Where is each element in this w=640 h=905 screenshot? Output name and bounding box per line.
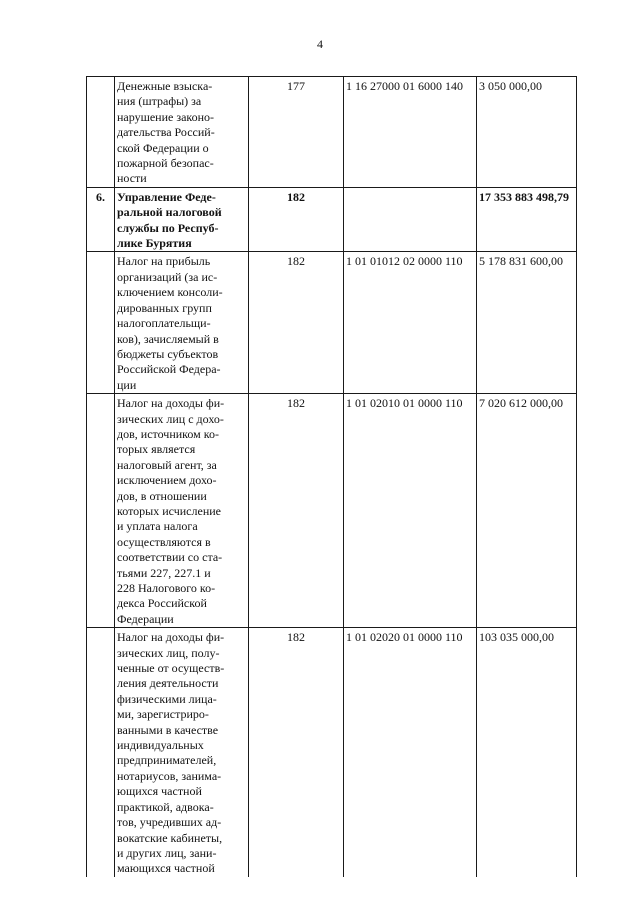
table-row (87, 628, 577, 877)
table-row (87, 252, 577, 394)
table-row (87, 187, 577, 252)
row-number (87, 252, 115, 394)
admin-code: 182 (249, 252, 344, 394)
revenue-name: Налог на прибыль организаций (за ис- ключением консоли- дированных групп налогоплательщи- ков), зачисляемый в бюджеты субъектов Российской Федера- ции (115, 252, 249, 394)
amount: 103 035 000,00 (477, 628, 577, 877)
revenue-name: Денежные взыска- ния (штрафы) за нарушение законо- дательства Россий- ской Федерации о пожарной безопас- ности (115, 77, 249, 188)
amount: 5 178 831 600,00 (477, 252, 577, 394)
revenue-table (86, 76, 577, 877)
row-number (87, 628, 115, 877)
row-number (87, 394, 115, 628)
amount: 3 050 000,00 (477, 77, 577, 188)
admin-code: 182 (249, 394, 344, 628)
admin-code: 182 (249, 187, 344, 252)
amount: 7 020 612 000,00 (477, 394, 577, 628)
budget-classification-code: 1 01 02020 01 0000 110 (344, 628, 477, 877)
budget-classification-code: 1 16 27000 01 6000 140 (344, 77, 477, 188)
admin-code: 182 (249, 628, 344, 877)
page-number: 4 (317, 37, 323, 51)
row-number (87, 77, 115, 188)
revenue-name: Налог на доходы фи- зических лиц с дохо- дов, источником ко- торых является налоговый агент, за исключением дохо- дов, в отношении которых исчисление и уплата налога осуществляются в соответствии со ста- тьями 227, 227.1 и 228 Налогового ко- декса Российской Федерации (115, 394, 249, 628)
revenue-name: Управление Феде- ральной налоговой службы по Респуб- лике Бурятия (115, 187, 249, 252)
amount: 17 353 883 498,79 (477, 187, 577, 252)
budget-classification-code (344, 187, 477, 252)
row-number: 6. (87, 187, 115, 252)
admin-code: 177 (249, 77, 344, 188)
budget-classification-code: 1 01 02010 01 0000 110 (344, 394, 477, 628)
budget-classification-code: 1 01 01012 02 0000 110 (344, 252, 477, 394)
revenue-name: Налог на доходы фи- зических лиц, полу- ченные от осуществ- ления деятельности физическими лица- ми, зарегистриро- ванными в качестве индивидуальных предпринимателей, нотариусов, занима- ющихся частной практикой, адвока- тов, учредивших ад- вокатские кабинеты, и других лиц, зани- мающихся частной (115, 628, 249, 877)
table-row (87, 394, 577, 628)
table-row (87, 77, 577, 188)
